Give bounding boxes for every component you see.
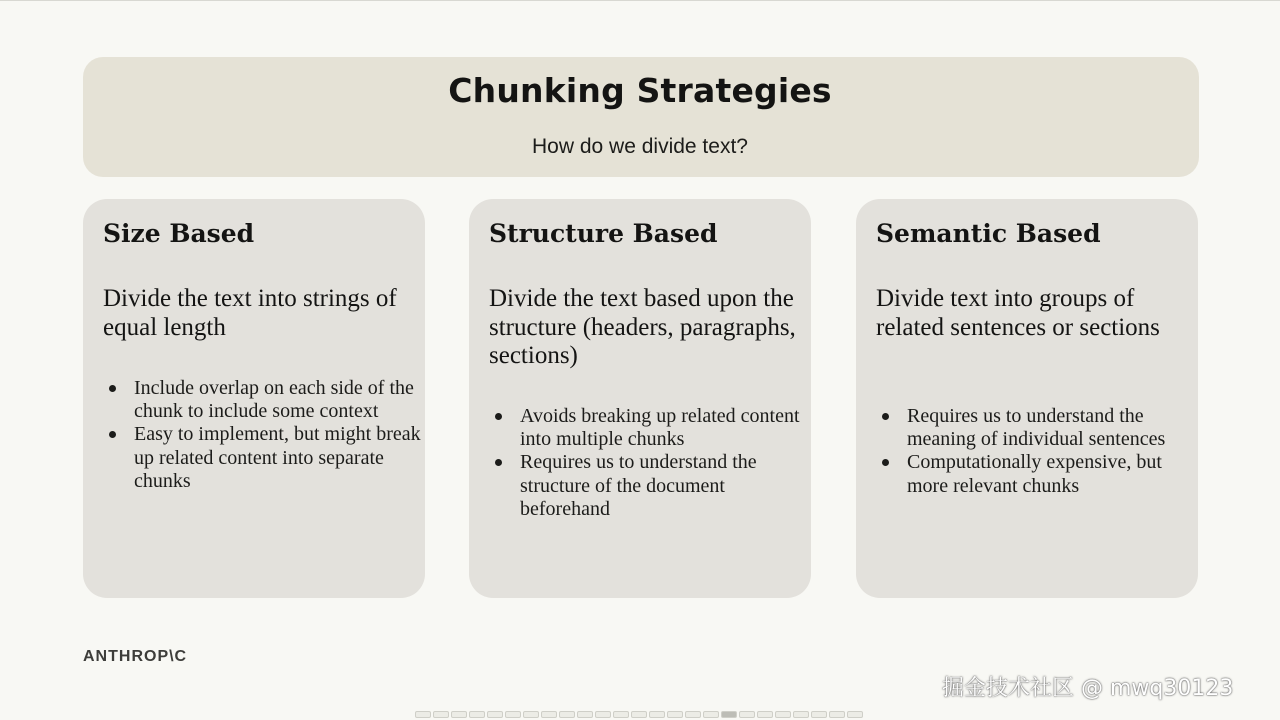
card-title: Structure Based	[489, 219, 718, 248]
bullet-item	[876, 405, 1194, 451]
slide-thumbnail[interactable]	[685, 711, 701, 718]
bullet-text: Requires us to understand the structure of the document beforehand	[520, 451, 757, 520]
slide-thumbnail[interactable]	[757, 711, 773, 718]
watermark-text: 掘金技术社区 @ mwq30123	[942, 676, 1234, 701]
slide-thumbnail[interactable]	[739, 711, 755, 718]
slide-thumbnail[interactable]	[847, 711, 863, 718]
slide-thumbnail[interactable]	[523, 711, 539, 718]
slide-thumbnail[interactable]	[541, 711, 557, 718]
bullet-dot-icon	[495, 413, 502, 420]
bullet-dot-icon	[109, 431, 116, 438]
slide-thumbnail[interactable]	[433, 711, 449, 718]
bullet-item	[103, 377, 421, 423]
slide-subtitle: How do we divide text?	[532, 135, 748, 158]
slide-thumbnail[interactable]	[721, 711, 737, 718]
card-description: Divide the text based upon the structure (headers, paragraphs, sections)	[489, 285, 796, 369]
slide-thumbnail[interactable]	[595, 711, 611, 718]
bullet-dot-icon	[882, 459, 889, 466]
bullet-item	[876, 451, 1194, 497]
slide-thumbnail[interactable]	[577, 711, 593, 718]
slide-thumbnail[interactable]	[415, 711, 431, 718]
slide-thumbnail[interactable]	[505, 711, 521, 718]
bullet-dot-icon	[109, 385, 116, 392]
bullet-item	[489, 405, 807, 451]
bullet-item	[103, 423, 421, 493]
bullet-text: Avoids breaking up related content into multiple chunks	[520, 405, 800, 451]
slide-thumbnail[interactable]	[793, 711, 809, 718]
slide-thumbnail[interactable]	[649, 711, 665, 718]
bullet-dot-icon	[495, 459, 502, 466]
slide-thumbnail[interactable]	[451, 711, 467, 718]
bullet-list	[103, 377, 421, 493]
anthropic-logo: ANTHROP\C	[83, 648, 188, 665]
card-description: Divide text into groups of related sentences or sections	[876, 285, 1160, 341]
slide-thumbnail[interactable]	[613, 711, 629, 718]
bullet-text: Requires us to understand the meaning of individual sentences	[907, 405, 1166, 451]
slide-thumbnail[interactable]	[487, 711, 503, 718]
bullet-text: Include overlap on each side of the chunk to include some context	[134, 377, 414, 423]
slide-thumbnail[interactable]	[829, 711, 845, 718]
bullet-item	[489, 451, 807, 521]
slide-thumbnail[interactable]	[469, 711, 485, 718]
bullet-text: Easy to implement, but might break up related content into separate chunks	[134, 423, 421, 492]
bullet-dot-icon	[882, 413, 889, 420]
slide-thumbnail-strip	[415, 711, 863, 719]
slide-title: Chunking Strategies	[448, 71, 832, 110]
bullet-list	[489, 405, 807, 521]
card-semantic-based	[856, 199, 1198, 598]
card-description: Divide the text into strings of equal length	[103, 285, 397, 341]
slide-thumbnail[interactable]	[631, 711, 647, 718]
slide-thumbnail[interactable]	[775, 711, 791, 718]
bullet-list	[876, 405, 1194, 498]
card-title: Size Based	[103, 219, 255, 248]
card-size-based	[83, 199, 425, 598]
slide-thumbnail[interactable]	[811, 711, 827, 718]
slide-thumbnail[interactable]	[667, 711, 683, 718]
slide-thumbnail[interactable]	[703, 711, 719, 718]
slide-thumbnail[interactable]	[559, 711, 575, 718]
card-title: Semantic Based	[876, 219, 1101, 248]
card-structure-based	[469, 199, 811, 598]
bullet-text: Computationally expensive, but more relevant chunks	[907, 451, 1162, 497]
